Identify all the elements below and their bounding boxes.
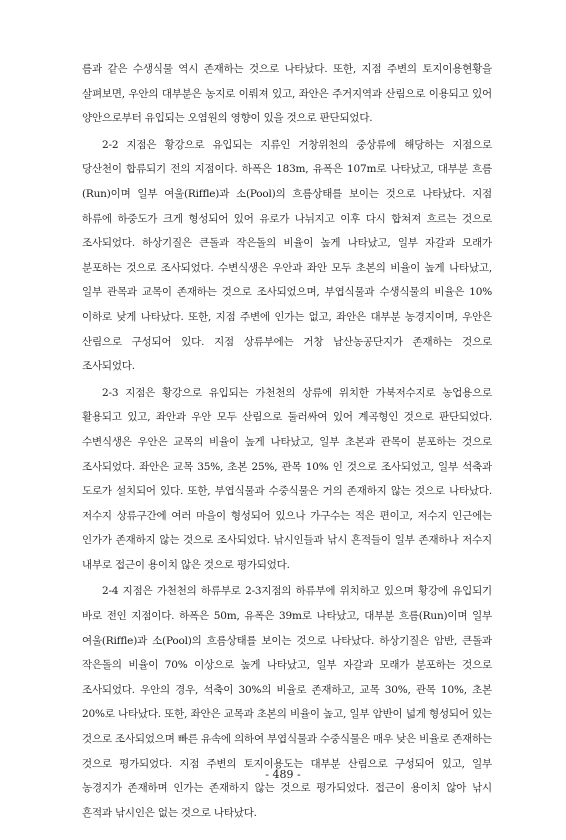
- paragraph-site-2-2: 2-2 지점은 황강으로 유입되는 지류인 거창위천의 중상류에 해당하는 지점으로 당산천이 합류되기 전의 지점이다. 하폭은 183m, 유폭은 107m로 나타났고, 대부분 흐름(Run)이며 일부 여울(Riffle)과 소(Pool)의 흐름상태를 보이는 것으로 나타났다. 지점 하류에 하중도가 크게 형성되어 있어 유로가 나뉘지고 이후 다시 합쳐져 흐르는 것으로 조사되었다. 하상기질은 큰돌과 작은돌의 비율이 높게 나타났고, 일부 자갈과 모래가 분포하는 것으로 조사되었다. 수변식생은 우안과 좌안 모두 초본의 비율이 높게 나타났고, 일부 관목과 교목이 존재하는 것으로 조사되었으며, 부엽식물과 수생식물의 비율은 10% 이하로 낮게 나타났다. 또한, 지점 주변에 인가는 없고, 좌안은 대부분 농경지이며, 우안은 산림으로 구성되어 있다. 지점 상류부에는 거창 남산농공단지가 존재하는 것으로 조사되었다.: [82, 138, 492, 373]
- paragraph-continuation: 름과 같은 수생식물 역시 존재하는 것으로 나타났다. 또한, 지점 주변의 토지이용현황을 살펴보면, 우안의 대부분은 농지로 이뤄져 있고, 좌안은 주거지역과 산림으로 이용되고 있어 양안으로부터 유입되는 오염원의 영향이 있을 것으로 판단되었다.: [82, 63, 492, 125]
- paragraph-site-2-3: 2-3 지점은 황강으로 유입되는 가천천의 상류에 위치한 가북저수지로 농업용으로 활용되고 있고, 좌안과 우안 모두 산림으로 둘러싸여 있어 계곡형인 것으로 판단되었다. 수변식생은 우안은 교목의 비율이 높게 나타났고, 일부 초본과 관목이 분포하는 것으로 조사되었다. 좌안은 교목 35%, 초본 25%, 관목 10% 인 것으로 조사되었고, 일부 석축과 도로가 설치되어 있다. 또한, 부엽식물과 수중식물은 거의 존재하지 않는 것으로 나타났다. 저수지 상류구간에 여러 마을이 형성되어 있으나 가구수는 적은 편이고, 저수지 인근에는 인가가 존재하지 않는 것으로 조사되었다. 낚시인들과 낚시 흔적들이 일부 존재하나 저수지 내부로 접근이 용이치 않은 것으로 평가되었다.: [82, 386, 492, 571]
- page-body: [82, 57, 492, 825]
- paragraph-site-2-4: 2-4 지점은 가천천의 하류부로 2-3지점의 하류부에 위치하고 있으며 황강에 유입되기 바로 전인 지점이다. 하폭은 50m, 유폭은 39m로 나타났고, 대부분 흐름(Run)이며 일부 여울(Riffle)과 소(Pool)의 흐름상태를 보이는 것으로 나타났다. 하상기질은 암반, 큰돌과 작은돌의 비율이 70% 이상으로 높게 나타났고, 일부 자갈과 모래가 분포하는 것으로 조사되었다. 우안의 경우, 석축이 30%의 비율로 존재하고, 교목 30%, 관목 10%, 초본 20%로 나타났다. 또한, 좌안은 교목과 초본의 비율이 높고, 일부 암반이 넓게 형성되어 있는 것으로 조사되었으며 빠른 유속에 의하여 부엽식물과 수중식물은 매우 낮은 비율로 존재하는 것으로 평가되었다. 지점 주변의 토지이용도는 대부분 산림으로 구성되어 있고, 일부 농경지가 존재하며 인가는 존재하지 않는 것으로 평가되었다. 접근이 용이치 않아 낚시 흔적과 낚시인은 없는 것으로 나타났다.: [82, 585, 492, 819]
- page-number: - 489 -: [265, 768, 301, 781]
